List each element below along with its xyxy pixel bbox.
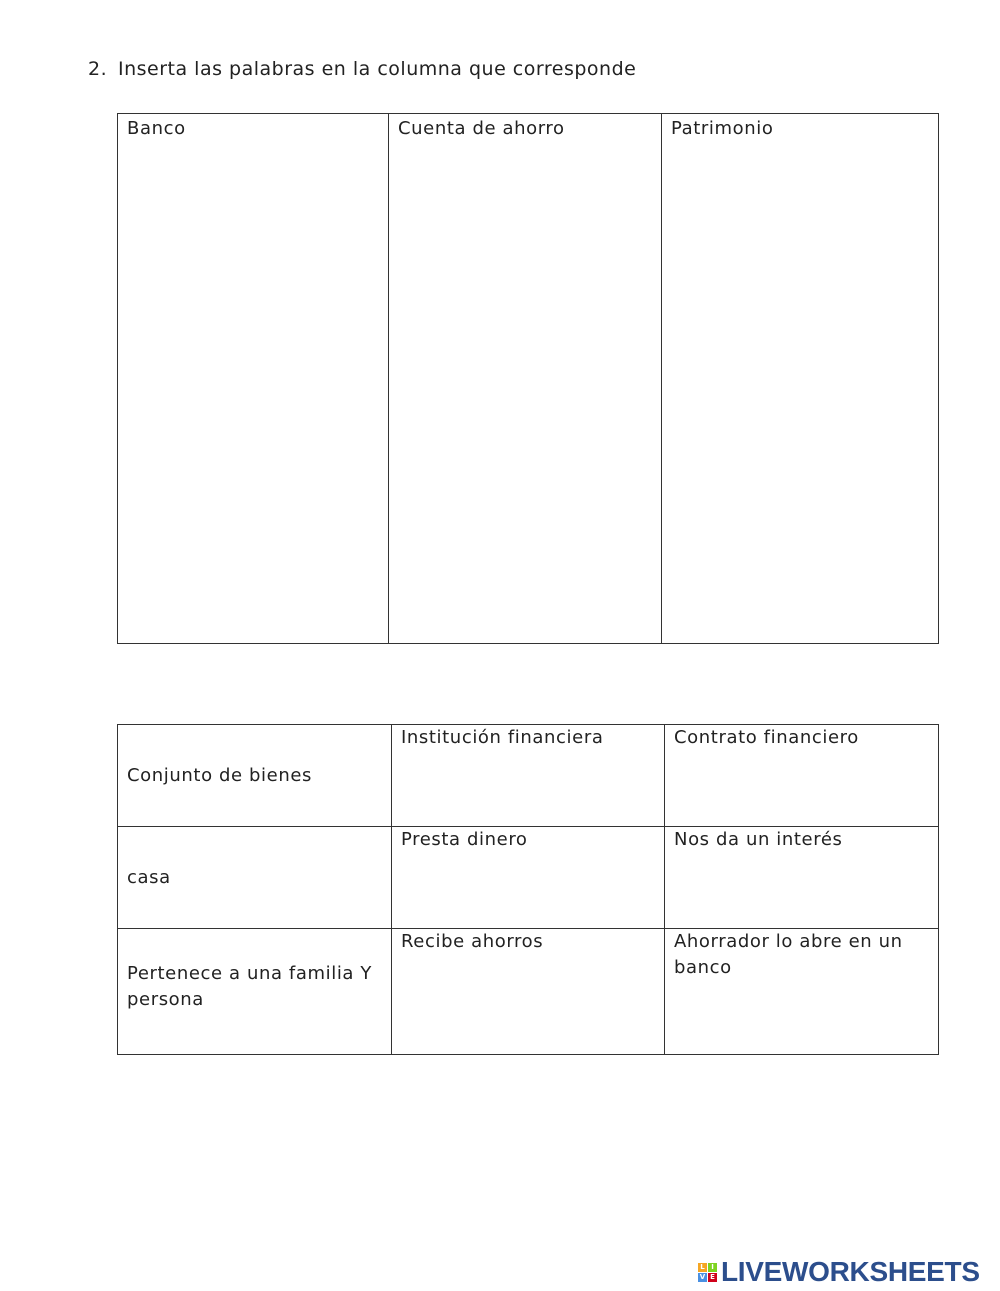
word-cell[interactable] <box>392 827 665 929</box>
word-row <box>118 827 939 929</box>
word-text: Ahorrador lo abre en un banco <box>674 931 903 978</box>
logo-icon-tile: V <box>699 1272 706 1281</box>
word-text: Conjunto de bienes <box>127 764 312 786</box>
category-table <box>117 113 939 644</box>
logo-text: LIVEWORKSHEETS <box>721 1256 980 1287</box>
category-header: Cuenta de ahorro <box>398 118 565 139</box>
logo-icon-tile: I <box>708 1263 717 1272</box>
word-text: Nos da un interés <box>674 829 843 850</box>
word-cell[interactable] <box>665 929 939 1055</box>
word-cell[interactable] <box>118 827 392 929</box>
word-cell[interactable] <box>118 929 392 1055</box>
word-cell[interactable] <box>665 827 939 929</box>
word-cell[interactable] <box>665 725 939 827</box>
logo-icon-tile: L <box>698 1263 707 1272</box>
category-row <box>118 114 939 644</box>
question-text: Inserta las palabras en la columna que corresponde <box>118 58 637 80</box>
category-header: Patrimonio <box>671 118 774 139</box>
category-column-patrimonio[interactable] <box>662 114 939 644</box>
word-text: casa <box>127 866 171 888</box>
logo-icon-tile: E <box>708 1273 717 1282</box>
word-text: Recibe ahorros <box>401 931 544 952</box>
category-column-banco[interactable] <box>118 114 389 644</box>
word-cell[interactable] <box>392 929 665 1055</box>
category-header: Banco <box>127 118 186 139</box>
word-row <box>118 725 939 827</box>
logo-icon <box>698 1263 717 1282</box>
word-bank-table <box>117 724 939 1055</box>
word-text: Pertenece a una familia Y persona <box>127 962 372 1010</box>
category-column-cuenta-de-ahorro[interactable] <box>389 114 662 644</box>
liveworksheets-logo <box>698 1257 980 1287</box>
word-text: Institución financiera <box>401 727 604 748</box>
question-heading <box>88 58 636 80</box>
word-text: Presta dinero <box>401 829 528 850</box>
word-cell[interactable] <box>118 725 392 827</box>
word-row <box>118 929 939 1055</box>
word-cell[interactable] <box>392 725 665 827</box>
question-number: 2. <box>88 58 108 80</box>
word-text: Contrato financiero <box>674 727 859 748</box>
